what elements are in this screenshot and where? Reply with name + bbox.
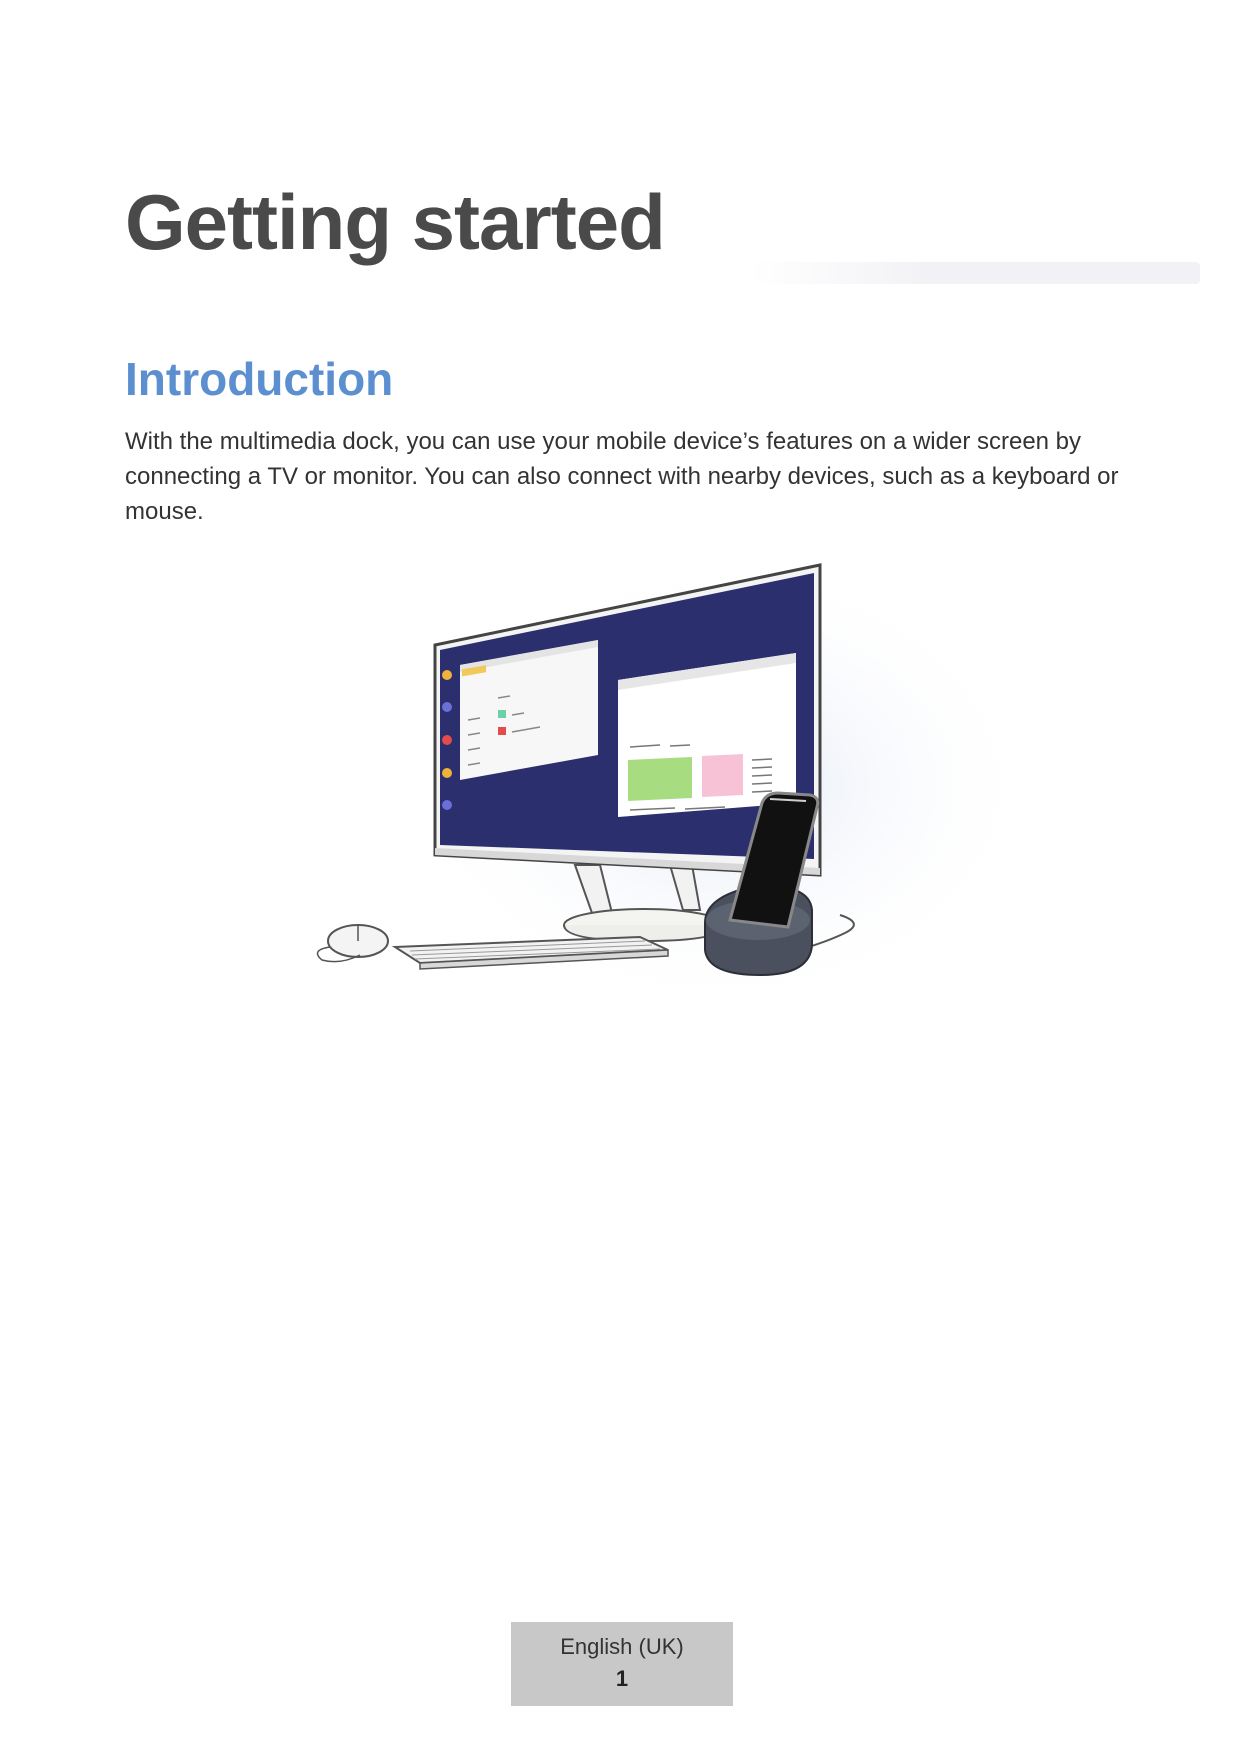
title-decoration	[750, 262, 1200, 284]
intro-paragraph: With the multimedia dock, you can use your mobile device’s features on a wider screen by connecting a TV or monitor. You can also connect with nearby devices, such as a keyboard or mouse.	[125, 428, 1119, 525]
window-green-panel	[628, 757, 692, 801]
section-heading: Introduction	[125, 353, 394, 405]
window-pink-panel	[702, 754, 743, 797]
footer-language: English (UK)	[560, 1634, 684, 1659]
page-number: 1	[615, 1666, 629, 1691]
footer-page-info	[511, 1622, 733, 1706]
multimedia-dock-illustration	[300, 555, 1020, 1025]
mouse	[318, 925, 389, 962]
page-title: Getting started	[125, 178, 665, 266]
